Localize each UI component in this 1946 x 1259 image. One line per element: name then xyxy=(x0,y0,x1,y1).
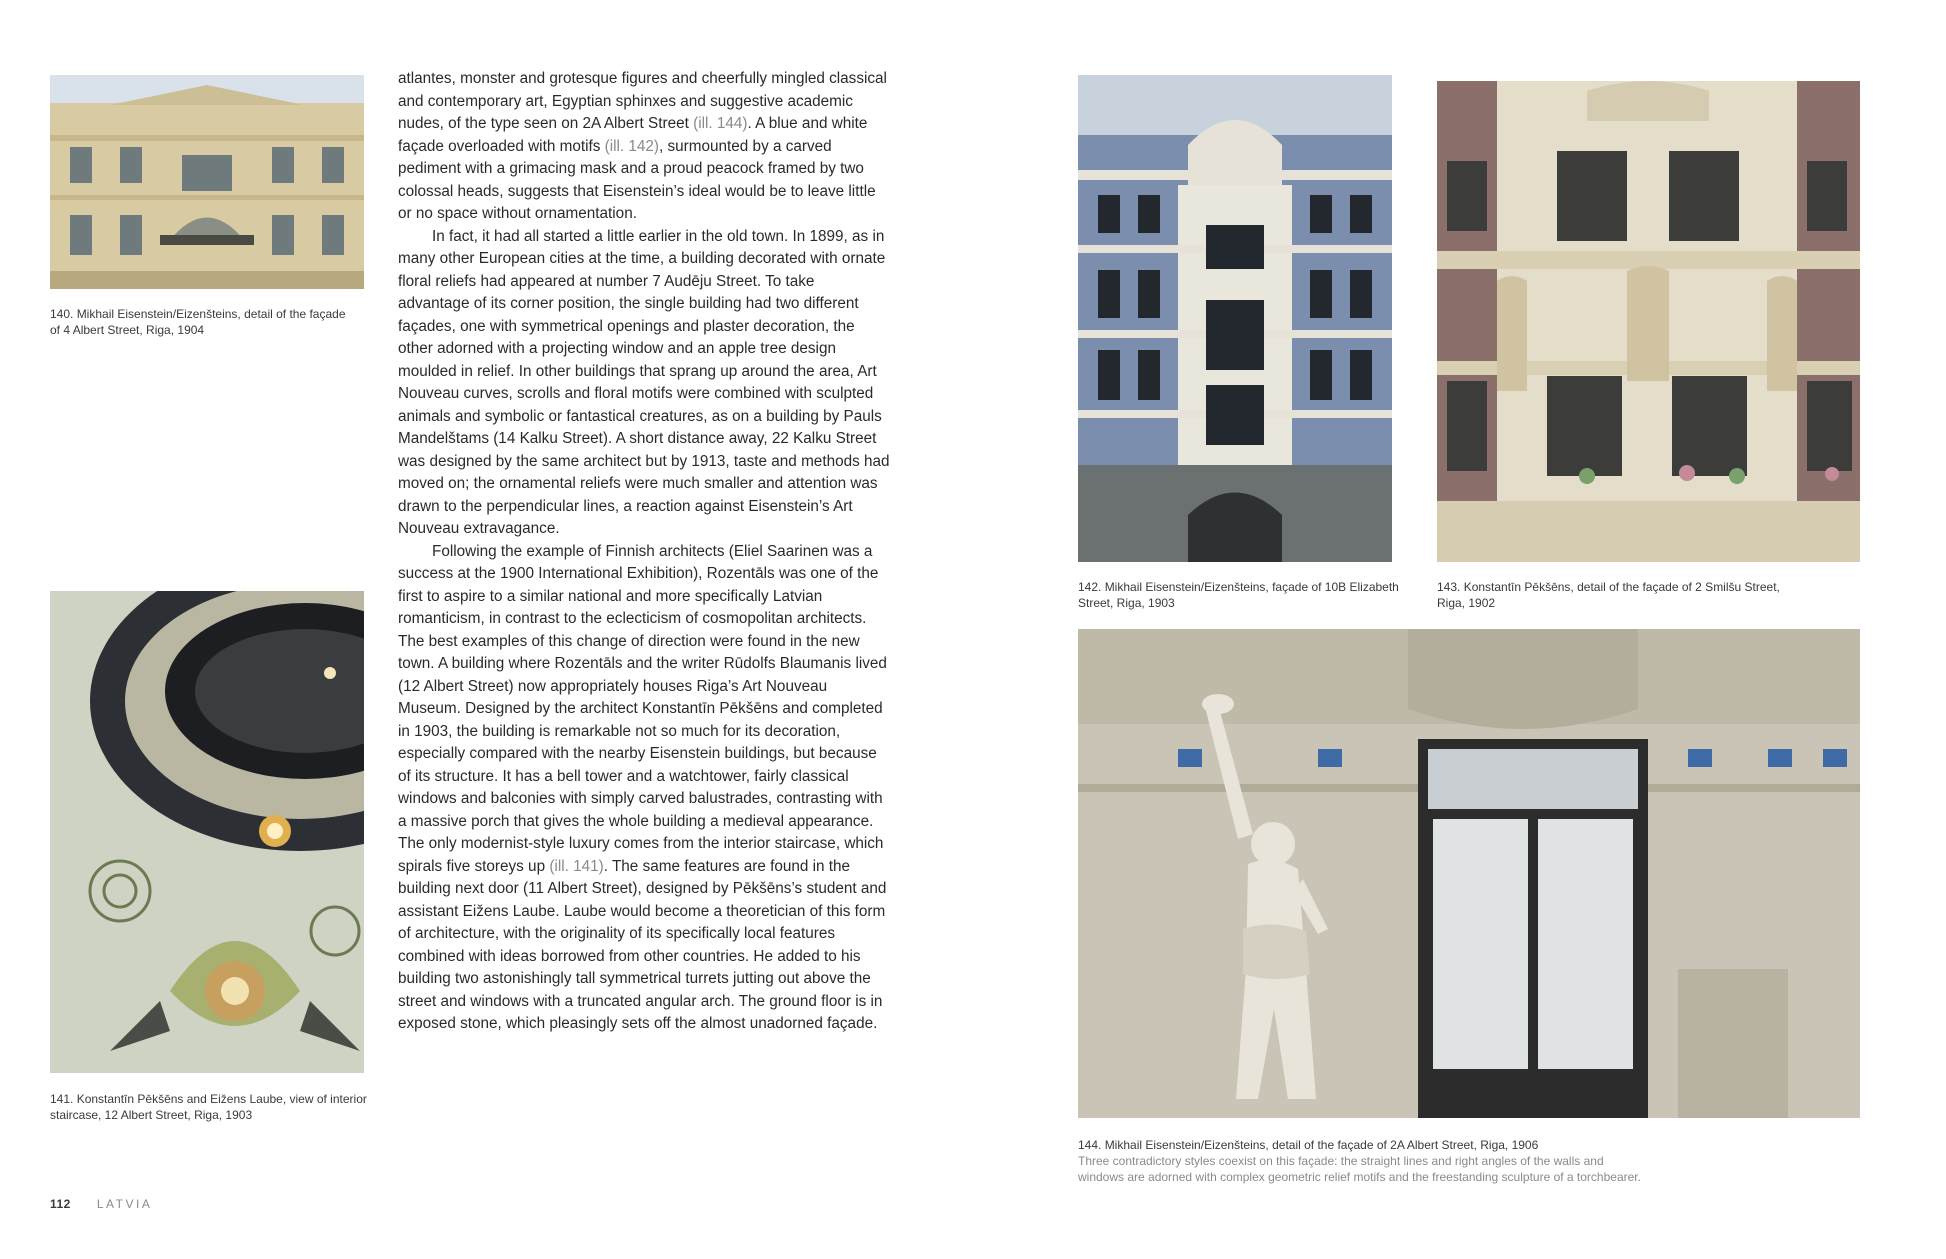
photo-142-facade xyxy=(1078,75,1392,562)
paragraph-1: atlantes, monster and grotesque figures and cheerfully mingled classical and contemporary art, Egyptian sphinxes and suggestive academic nudes, of the type seen on 2A Albert Street (ill. 144). A blue and white façade overloaded with motifs (ill. 142), surmounted by a carved pediment with a grimacing mask and a proud peacock framed by two colossal heads, suggests that Eisenstein’s ideal would be to leave little or no space without ornamentation. xyxy=(398,70,887,222)
caption-142: 142. Mikhail Eisenstein/Eizenšteins, façade of 10B Elizabeth Street, Riga, 1903 xyxy=(1078,580,1399,610)
page-number: 112 xyxy=(50,1197,71,1211)
photo-143-facade xyxy=(1437,81,1860,562)
photo-141-staircase xyxy=(50,591,364,1073)
caption-141: 141. Konstantīn Pēkšēns and Eižens Laube, view of interior staircase, 12 Albert Street, Riga, 1903 xyxy=(50,1092,367,1122)
photo-144-torchbearer xyxy=(1078,629,1860,1118)
paragraph-2: In fact, it had all started a little earlier in the old town. In 1899, as in many other European cities at the time, a building decorated with ornate floral reliefs had appeared at number 7 Audēju Street. To take advantage of its corner position, the single building had two different façades, one with symmetrical openings and plaster decoration, the other adorned with a projecting window and an apple tree design moulded in relief. In other buildings that sprang up around the area, Art Nouveau curves, scrolls and floral motifs were combined with sculpted animals and symbolic or fantastical creatures, as on a building by Pauls Mandelštams (14 Kalku Street). A short distance away, 22 Kalku Street was designed by the same architect but by 1913, taste and methods had moved on; the ornamental reliefs were much smaller and attention was drawn to the perpendicular lines, a reaction against Eisenstein’s Art Nouveau extravagance. xyxy=(398,227,890,537)
ill-ref-142: (ill. 142) xyxy=(604,137,660,155)
caption-140: 140. Mikhail Eisenstein/Eizenšteins, detail of the façade of 4 Albert Street, Riga, 1904 xyxy=(50,307,346,337)
page-folio xyxy=(50,1197,152,1211)
caption-144: 144. Mikhail Eisenstein/Eizenšteins, detail of the façade of 2A Albert Street, Riga, 1906 Three contradictory styles coexist on this façade: the straight lines and right angles of the walls and windows are adorned with complex geometric relief motifs and the freestanding sculpture of a torchbearer. xyxy=(1078,1137,1648,1185)
photo-140-facade xyxy=(50,75,364,289)
subcaption-144: Three contradictory styles coexist on this façade: the straight lines and right angles of the walls and windows are adorned with complex geometric relief motifs and the freestanding sculpture of a torchbearer. xyxy=(1078,1154,1641,1184)
article-body xyxy=(398,68,890,1036)
ill-ref-141: (ill. 141) xyxy=(549,857,604,875)
paragraph-3: Following the example of Finnish architects (Eliel Saarinen was a success at the 1900 International Exhibition), Rozentāls was one of the first to aspire to a similar national and more specifically Latvian romanticism, in contrast to the eclecticism of cosmopolitan architects. The best examples of this change of direction were found in the new town. A building where Rozentāls and the writer Rūdolfs Blaumanis lived (12 Albert Street) now appropriately houses Riga’s Art Nouveau Museum. Designed by the architect Konstantīn Pēkšēns and completed in 1903, the building is remarkable not so much for its decoration, especially compared with the nearby Eisenstein buildings, but because of its structure. It has a bell tower and a watchtower, fairly classical windows and balconies with simply carved balustrades, contrasting with a massive porch that gives the whole building a medieval appearance. The only modernist-style luxury comes from the interior staircase, which spirals five storeys up (ill. 141). The same features are found in the building next door (11 Albert Street), designed by Pēkšēns’s student and assistant Eižens Laube. Laube would become a theoretician of this form of architecture, with the originality of its specifically local features combined with ideas borrowed from other countries. He added to his building two astonishingly tall symmetrical turrets jutting out above the street and windows with a truncated angular arch. The ground floor is in exposed stone, which pleasingly sets off the almost unadorned façade. xyxy=(398,542,887,1032)
ill-ref-144: (ill. 144) xyxy=(693,115,748,132)
running-section-title: LATVIA xyxy=(96,1197,153,1211)
caption-143: 143. Konstantīn Pēkšēns, detail of the façade of 2 Smilšu Street, Riga, 1902 xyxy=(1437,580,1780,610)
